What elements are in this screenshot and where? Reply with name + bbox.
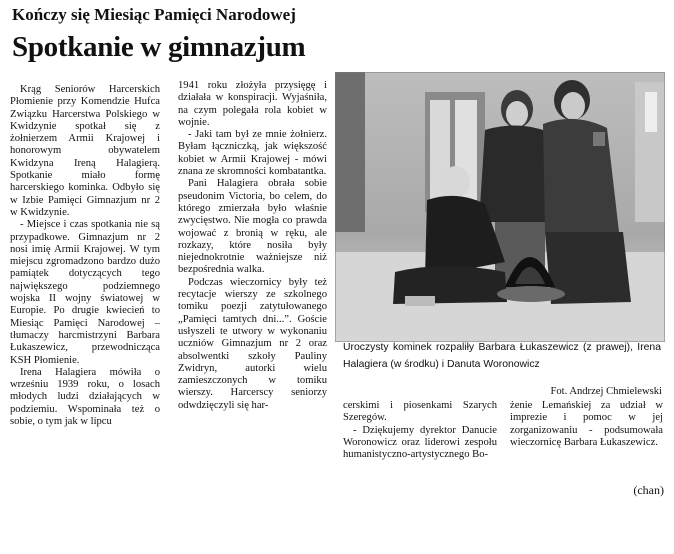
- photo-credit: Fot. Andrzej Chmielewski: [550, 386, 662, 397]
- article-column-1: [10, 84, 160, 428]
- article-kicker: Kończy się Miesiąc Pamięci Narodowej: [12, 5, 296, 24]
- paragraph: - Dziękujemy dyrektor Danucie Woronowicz oraz liderowi zespołu humanistyczno-artystycznego Bo-: [343, 424, 497, 461]
- paragraph: Krąg Seniorów Harcerskich Płomienie przy Komendzie Hufca Związku Harcerstwa Polskiego w Kwidzynie spotkał się z żołnierzem Armii Krajowej i honorowym obywatelem Kwidzyna Ireną Halagierą. Spotkanie miało formę harcerskiego kominka. Odbyło się w Izbie Pamięci Gimnazjum nr 2 w Kwidzynie.: [10, 84, 160, 218]
- paragraph: Podczas wieczornicy były też recytacje wierszy ze szkolnego tomiku poezji zatytułowanego „Pamięci tamtych dni...”. Goście usłyszeli te utwory w wykonaniu uczniów Gimnazjum nr 2 oraz absolwentki szkoły Pauliny Zwidryn, autorki wielu zamieszczonych w tomiku wierszy. Harcerscy seniorzy odwdzięczyli się har-: [178, 276, 327, 411]
- paragraph: Irena Halagiera mówiła o wrześniu 1939 roku, o losach młodych ludzi działających w podziemiu. Wspominała też o sobie, o tym jak w lipcu: [10, 366, 160, 428]
- paragraph: żenie Lemańskiej za udział w imprezie i pomoc w jej zorganizowaniu - podsumowała wieczornicę Barbara Łukaszewicz.: [510, 400, 663, 448]
- article-column-2: [178, 80, 327, 412]
- paragraph: Pani Halagiera obrała sobie pseudonim Victoria, bo celem, do którego zmierzała było właśnie zwycięstwo. Nie mogła co prawda wojować z bronią w ręku, ale rozkazy, które nosiła były niejednokrotnie ważniejsze niż bezpośrednia walka.: [178, 178, 327, 276]
- article-column-3: [343, 400, 497, 461]
- article-photo: [335, 72, 665, 342]
- author-signature: (chan): [633, 483, 664, 497]
- paragraph: cerskimi i piosenkami Szarych Szeregów.: [343, 400, 497, 424]
- paragraph: - Miejsce i czas spotkania nie są przypadkowe. Gimnazjum nr 2 nosi imię Armii Krajowej. W tym miejscu zgromadzono bardzo dużo pamiątek dotyczących tego największego podziemnego wojska II wojny światowej w Europie. Po drugie kwiecień to Miesiąc Pamięci Narodowej – tłumaczy harcmistrzyni Barbara Łukaszewicz, przewodnicząca KSH Płomienie.: [10, 219, 160, 366]
- photo-caption: Uroczysty kominek rozpaliły Barbara Łukaszewicz (z prawej), Irena Halagiera (w środku) i Danuta Woronowicz: [343, 342, 661, 370]
- paragraph: - Jaki tam był ze mnie żołnierz. Byłam łączniczką, jak większość kobiet w Armii Krajowej - mówi znana ze skromności kombatantka.: [178, 129, 327, 178]
- article-column-4: [510, 400, 663, 449]
- photo-image: [335, 72, 665, 342]
- paragraph: 1941 roku złożyła przysięgę i działała w konspiracji. Wyjaśniła, na czym polegała rola kobiet w wojnie.: [178, 80, 327, 128]
- article-headline: Spotkanie w gimnazjum: [12, 31, 306, 63]
